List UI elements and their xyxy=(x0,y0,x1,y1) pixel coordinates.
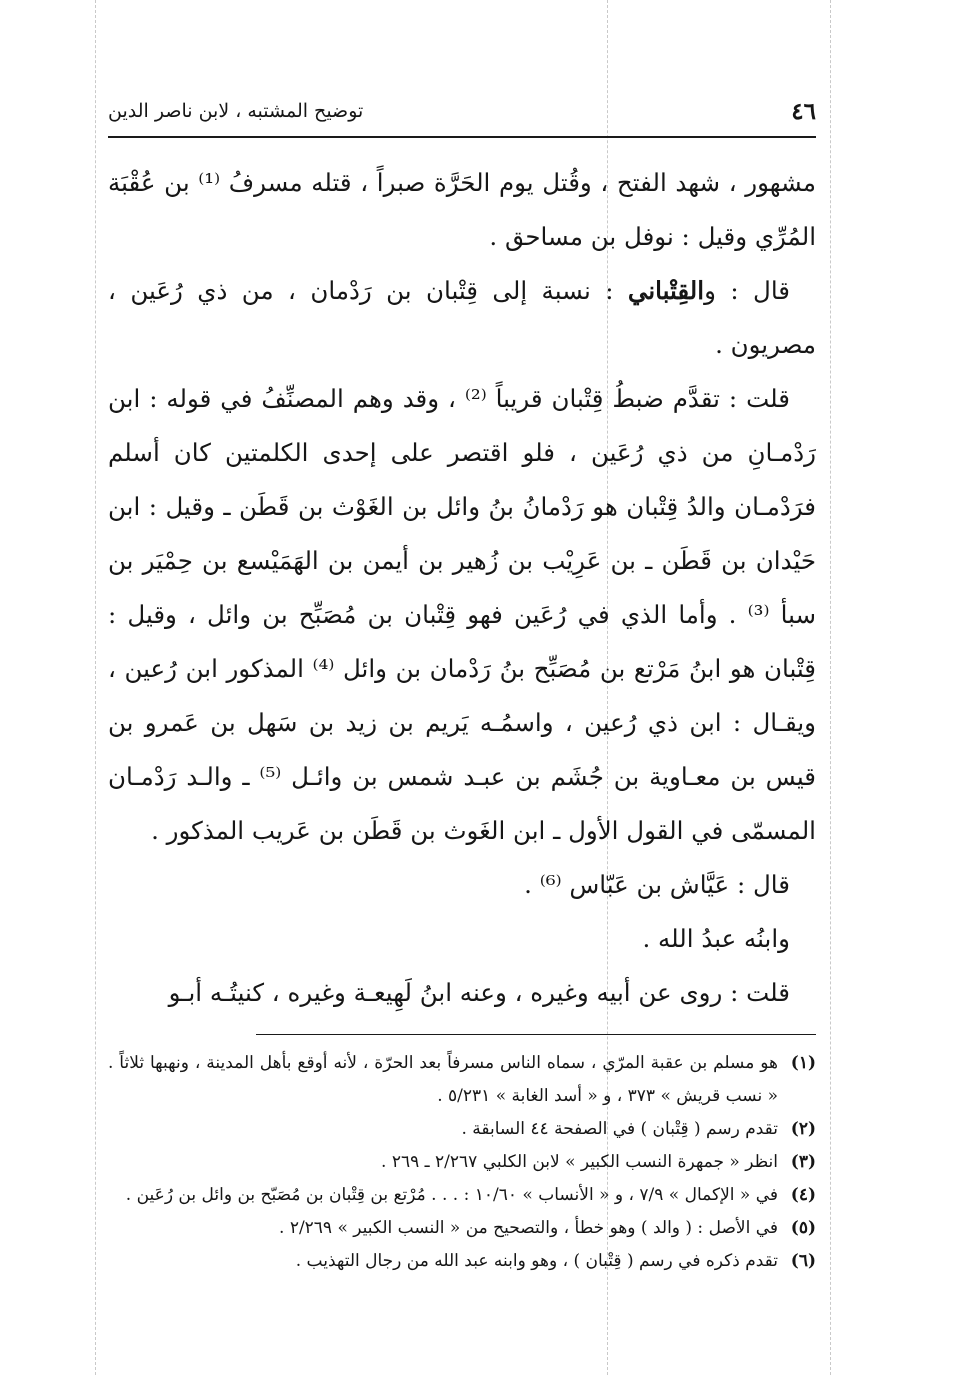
footnote-4 xyxy=(108,1179,816,1212)
footnote-5 xyxy=(108,1212,816,1245)
footnote-text: انظر « جمهرة النسب الكبير » لابن الكلبي ٢/٢٦٧ ـ ٢٦٩ . xyxy=(381,1152,778,1172)
footnote-text: في « الإكمال » ٧/٩ ، و « الأنساب » ١٠/٦٠ : . . . مُرْتع بن قِتْبان بن مُصَبّح بن وائل بن رُعَين . xyxy=(125,1185,778,1205)
book-title: توضيح المشتبه ، لابن ناصر الدين xyxy=(108,100,364,122)
running-head xyxy=(108,88,816,138)
paragraph-2-rest: : نسبة إلى قِتْبان بن رَدْمان ، من ذي رُعَين ، مصريون . xyxy=(108,276,816,359)
footnote-2 xyxy=(108,1113,816,1146)
main-text xyxy=(108,156,816,1020)
book-page xyxy=(108,88,816,1308)
footnote-6 xyxy=(108,1245,816,1278)
footnote-number: (٥) xyxy=(790,1218,816,1238)
paragraph-1: مشهور ، شهد الفتح ، وقُتل يوم الحَرَّة صبراً ، قتله مسرفُ ⁽¹⁾ بن عُقْبَة المُرِّي وقيل : نوفل بن مساحق . xyxy=(108,168,816,251)
footnote-text: هو مسلم بن عقبة المرّي ، سماه الناس مسرفاً بعد الحرّة ، لأنه أوقع بأهل المدينة ، ونهبها ثلاثاً . « نسب قريش » ٣٧٣ ، و « أسد الغابة » ٥/٢٣١ . xyxy=(108,1053,778,1106)
footnote-number: (٣) xyxy=(790,1152,816,1172)
paragraph-2 xyxy=(108,264,816,372)
paragraph-3: قلت : تقدَّم ضبطُ قِتْبان قريباً ⁽²⁾ ، وقد وهم المصنِّفُ في قوله : ابن رَدْمـانِ من ذي رُعَين ، فلو اقتصر على إحدى الكلمتين كان أسلم فرَدْمـان والدُ قِتْبان هو رَدْمانُ بنُ وائل بن الغَوْث بن قَطَن ـ وقيل : ابن حَيْدان بن قَطَن ـ بن عَرِيْب بن زُهير بن أيمن بن الهَمَيْسع بن حِمْيَر بن سبأ ⁽³⁾ . وأما الذي في رُعَين فهو قِتْبان بن مُصَبِّح بن وائل ، وقيل : قِتْبان هو ابنُ مَرْتع بن مُصَبِّح بنُ رَدْمان بن وائل ⁽⁴⁾ المذكور ابن رُعين ، ويقـال : ابن ذي رُعين ، واسمُـه يَريم بن زيد بن سَهل بن عَمرو بن قيس بن معـاوية بن جُشَم بن عبـد شمس بن وائـل ⁽⁵⁾ ـ والـد رَدْمـان المسمّى في القول الأول ـ ابن الغَوث بن قَطَن بن عَريب المذكور . xyxy=(108,384,816,845)
footnote-number: (٤) xyxy=(790,1185,816,1205)
footnote-number: (٦) xyxy=(790,1251,816,1271)
keyword-qitbani: القِتْباني xyxy=(627,276,705,305)
paragraph-5: وابنُه عبدُ الله . xyxy=(642,924,790,953)
paragraph-6: قلت : روى عن أبيه وغيره ، وعنه ابنُ لَهِيعـة وغيره ، كنيتُـه أبـو xyxy=(168,978,790,1007)
scan-fold-line-right xyxy=(830,0,831,1375)
footnote-separator xyxy=(256,1034,816,1035)
footnote-1 xyxy=(108,1047,816,1113)
footnote-number: (٢) xyxy=(790,1119,816,1139)
paragraph-4: قال : عَيَّاش بن عَبّاس ⁽⁶⁾ . xyxy=(524,870,790,899)
scan-fold-line-left xyxy=(95,0,96,1375)
footnotes xyxy=(108,1047,816,1278)
footnote-3 xyxy=(108,1146,816,1179)
footnote-text: في الأصل : ( والد ) وهو خطأ ، والتصحيح من « النسب الكبير » ٢/٢٦٩ . xyxy=(279,1218,778,1238)
footnote-number: (١) xyxy=(790,1053,816,1073)
page-number: ٤٦ xyxy=(791,98,816,125)
footnote-text: تقدم رسم ( قِتْبان ) في الصفحة ٤٤ السابقة . xyxy=(461,1119,778,1139)
paragraph-2-prefix: قال : و xyxy=(704,276,791,305)
footnote-text: تقدم ذكره في رسم ( قِتْبان ) ، وهو وابنه عبد الله من رجال التهذيب . xyxy=(295,1251,778,1271)
